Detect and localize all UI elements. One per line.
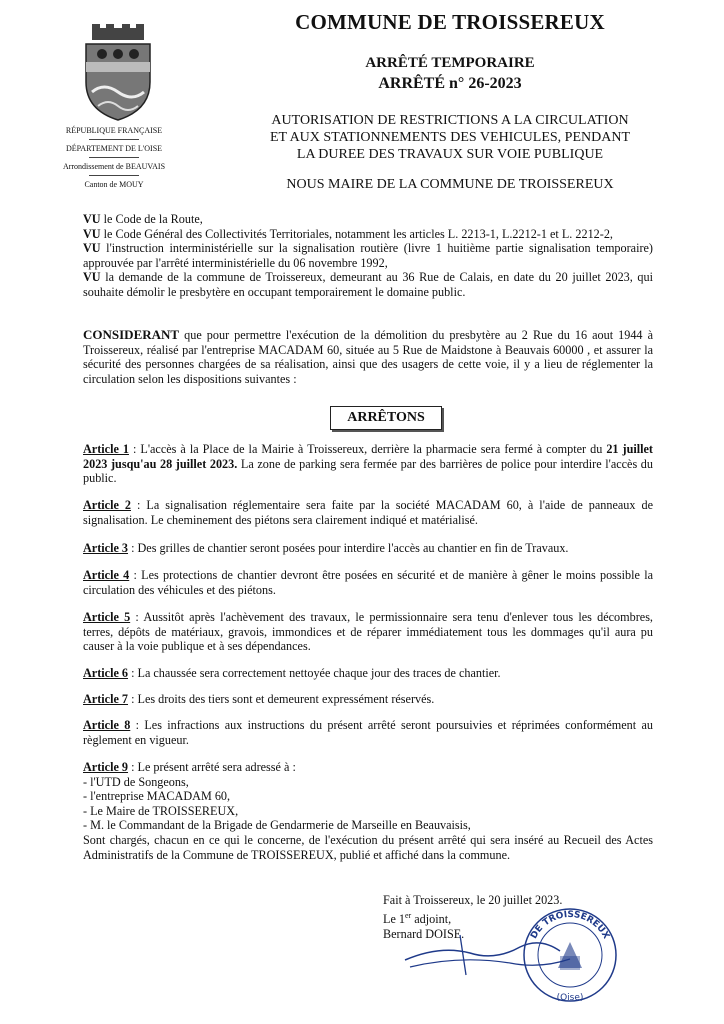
signatory-name: Bernard DOISE. (383, 927, 465, 942)
article-5: Article 5 : Aussitôt après l'achèvement des travaux, le permissionnaire sera tenu d'enlever tous les décombres, terres, dépôts de matériaux, gravois, immondices et de réparer immédiatement tous les dommages qu'il aura pu causer à la voie publique et à ses dépendances. (83, 610, 653, 654)
arrondissement-label: Arrondissement de BEAUVAIS (62, 162, 166, 171)
vu-item: VU la demande de la commune de Troissereux, demeurant au 36 Rue de Calais, en date du 20 juillet 2023, qui souhaite démolir le presbytère en occupant temporairement le domaine public. (83, 270, 653, 299)
article-2: Article 2 : La signalisation réglementaire sera faite par la société MACADAM 60, à l'aide de panneaux de signalisation. Le cheminement des piétons sera clairement indiqué et matérialisé. (83, 498, 653, 527)
svg-text:DE TROISSEREUX: DE TROISSEREUX (529, 909, 611, 941)
article-9: Article 9 : Le présent arrêté sera adressé à : - l'UTD de Songeons, - l'entreprise MACADAM 60, - Le Maire de TROISSEREUX, - M. le Commandant de la Brigade de Gendarmerie de Marseille en Beauvaisis, Sont chargés, chacun en ce qui le concerne, de l'exécution du présent arrêté qui sera inséré au Recueil des Actes Administratifs de la Commune de TROISSEREUX, publié et affiché dans la commune. (83, 760, 653, 862)
closing-paragraph: Sont chargés, chacun en ce qui le concerne, de l'exécution du présent arrêté qui sera inséré au Recueil des Actes Administratifs de la Commune de TROISSEREUX, publié et affiché dans la commune. (83, 832, 653, 862)
document-title: COMMUNE DE TROISSEREUX (295, 10, 605, 34)
article-8: Article 8 : Les infractions aux instructions du présent arrêté seront poursuivies et réprimées conformément au règlement en vigueur. (83, 718, 653, 747)
arretons-heading: ARRÊTONS (330, 406, 442, 430)
department-label: DÉPARTEMENT DE L'OISE (65, 144, 163, 153)
article-4: Article 4 : Les protections de chantier devront être posées en sécurité et de manière à gêner le moins possible la circulation des véhicules et des piétons. (83, 568, 653, 597)
decree-type: ARRÊTÉ TEMPORAIRE (365, 55, 535, 71)
recipient-item: - M. le Commandant de la Brigade de Gendarmerie de Marseille en Beauvaisis, (83, 818, 471, 833)
recipient-item: - l'entreprise MACADAM 60, (83, 789, 231, 804)
article-7: Article 7 : Les droits des tiers sont et demeurent expressément réservés. (83, 692, 435, 706)
article-3: Article 3 : Des grilles de chantier seront posées pour interdire l'accès au chantier en fin de Travaux. (83, 541, 569, 555)
republic-label: RÉPUBLIQUE FRANÇAISE (65, 126, 163, 135)
article-6: Article 6 : La chaussée sera correctement nettoyée chaque jour des traces de chantier. (83, 666, 501, 680)
recipient-item: - l'UTD de Songeons, (83, 774, 189, 789)
vu-section (83, 212, 653, 300)
official-stamp (520, 900, 620, 1010)
coat-of-arms-logo (78, 22, 158, 122)
signatory-role: Le 1er adjoint, (383, 911, 452, 927)
place-date: Fait à Troissereux, le 20 juillet 2023. (383, 893, 563, 907)
sidebar-administrative-info (40, 126, 188, 192)
decree-purpose: AUTORISATION DE RESTRICTIONS A LA CIRCULATION ET AUX STATIONNEMENTS DES VEHICULES, PENDANT LA DUREE DES TRAVAUX SUR VOIE PUBLIQUE (269, 113, 631, 162)
vu-item: VU le Code de la Route, (83, 212, 203, 226)
article-1: Article 1 : L'accès à la Place de la Mairie à Troissereux, derrière la pharmacie sera fermé à compter du 21 juillet 2023 jusqu'au 28 juillet 2023. La zone de parking sera fermée par des barrières de police pour interdire l'accès du public. (83, 442, 653, 486)
svg-text:(Oise): (Oise) (556, 993, 584, 1003)
mayor-statement: NOUS MAIRE DE LA COMMUNE DE TROISSEREUX (286, 177, 614, 192)
vu-item: VU le Code Général des Collectivités Territoriales, notamment les articles L. 2213-1, L.2212-1 et L. 2212-2, (83, 226, 613, 241)
vu-item: VU l'instruction interministérielle sur la signalisation routière (livre 1 huitième partie signalisation temporaire) approuvée par l'arrêté interministérielle du 06 novembre 1992, (83, 241, 653, 270)
decree-number: ARRÊTÉ n° 26-2023 (378, 75, 522, 92)
recipient-item: - Le Maire de TROISSEREUX, (83, 803, 239, 818)
considerant-paragraph: CONSIDERANT que pour permettre l'exécution de la démolition du presbytère au 2 Rue du 16 aout 1944 à Troissereux, réalisé par l'entreprise MACADAM 60, située au 5 Rue de Maidstone à Beauvais 60000 , et assurer la sécurité des personnes chargées de sa réalisation, ainsi que des usagers de cette voie, il y a lieu de réglementer la circulation selon les dispositions suivantes : (83, 327, 653, 386)
canton-label: Canton de MOUY (84, 180, 144, 189)
